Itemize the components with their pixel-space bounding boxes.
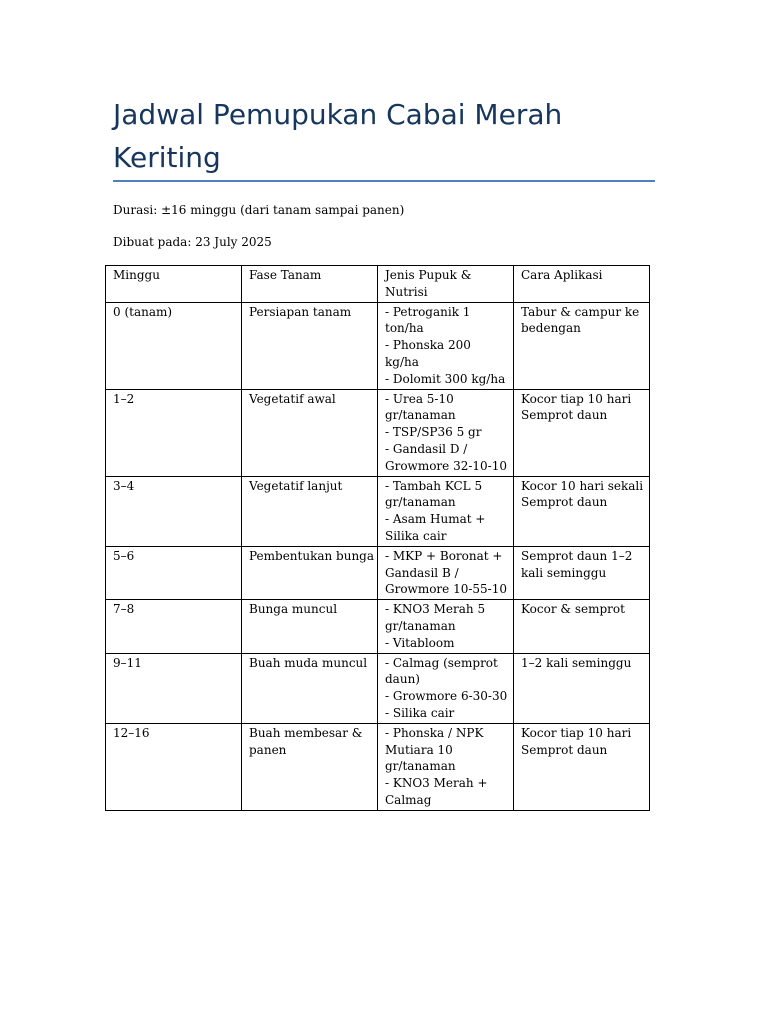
cell-line: Minggu bbox=[113, 268, 160, 282]
cell-phase bbox=[242, 723, 378, 810]
cell-week bbox=[106, 389, 242, 476]
cell-line: 3–4 bbox=[113, 478, 135, 493]
cell-line: - KNO3 Merah + bbox=[385, 776, 488, 791]
cell-application bbox=[514, 653, 650, 723]
cell-application bbox=[514, 723, 650, 810]
cell-line: Jenis Pupuk & bbox=[385, 268, 472, 282]
cell-line: ton/ha bbox=[385, 321, 424, 336]
cell-line: Buah membesar & bbox=[249, 725, 363, 740]
cell-line: - Asam Humat + bbox=[385, 512, 486, 527]
cell-line: Pembentukan bunga bbox=[249, 548, 375, 563]
cell-application bbox=[514, 600, 650, 653]
cell-line: Kocor tiap 10 hari bbox=[521, 391, 632, 406]
table-row bbox=[106, 653, 650, 723]
cell-line: - MKP + Boronat + bbox=[385, 548, 503, 563]
title-line: Jadwal Pemupukan Cabai Merah bbox=[113, 98, 563, 131]
header-phase bbox=[242, 266, 378, 303]
cell-fertilizer bbox=[378, 546, 514, 599]
cell-week bbox=[106, 723, 242, 810]
cell-line: 5–6 bbox=[113, 548, 135, 563]
cell-line: gr/tanaman bbox=[385, 618, 456, 633]
cell-fertilizer bbox=[378, 302, 514, 389]
table-row bbox=[106, 723, 650, 810]
cell-line: Buah muda muncul bbox=[249, 655, 368, 670]
cell-line: - Tambah KCL 5 bbox=[385, 478, 483, 493]
cell-line: - Urea 5-10 bbox=[385, 391, 454, 406]
title-line: Keriting bbox=[113, 141, 221, 174]
table-row bbox=[106, 476, 650, 546]
cell-line: - KNO3 Merah 5 bbox=[385, 602, 486, 617]
cell-line: - Dolomit 300 kg/ha bbox=[385, 371, 506, 386]
cell-week bbox=[106, 476, 242, 546]
cell-line: Silika cair bbox=[385, 528, 447, 543]
cell-line: 9–11 bbox=[113, 655, 142, 670]
cell-line: Growmore 10-55-10 bbox=[385, 582, 507, 597]
cell-phase bbox=[242, 302, 378, 389]
cell-line: gr/tanaman bbox=[385, 495, 456, 510]
cell-application bbox=[514, 476, 650, 546]
cell-line: - Growmore 6-30-30 bbox=[385, 689, 508, 704]
cell-week bbox=[106, 302, 242, 389]
cell-phase bbox=[242, 653, 378, 723]
cell-line: Mutiara 10 bbox=[385, 742, 453, 757]
cell-line: bedengan bbox=[521, 321, 581, 336]
cell-line: - Vitabloom bbox=[385, 635, 455, 650]
cell-fertilizer bbox=[378, 389, 514, 476]
cell-line: panen bbox=[249, 742, 287, 757]
cell-fertilizer bbox=[378, 723, 514, 810]
cell-week bbox=[106, 546, 242, 599]
cell-phase bbox=[242, 476, 378, 546]
cell-line: - Gandasil D / bbox=[385, 441, 468, 456]
cell-line: - TSP/SP36 5 gr bbox=[385, 425, 482, 440]
table-row bbox=[106, 302, 650, 389]
header-application bbox=[514, 266, 650, 303]
header-fertilizer bbox=[378, 266, 514, 303]
title-underline bbox=[113, 180, 655, 182]
cell-line: daun) bbox=[385, 672, 420, 687]
cell-line: kg/ha bbox=[385, 354, 419, 369]
cell-application bbox=[514, 389, 650, 476]
cell-application bbox=[514, 302, 650, 389]
table-header-row bbox=[106, 266, 650, 303]
cell-line: - Phonska / NPK bbox=[385, 725, 484, 740]
cell-line: Kocor tiap 10 hari bbox=[521, 725, 632, 740]
cell-line: Semprot daun bbox=[521, 742, 608, 757]
cell-line: Vegetatif lanjut bbox=[249, 478, 343, 493]
cell-line: Calmag bbox=[385, 792, 432, 807]
table-row bbox=[106, 389, 650, 476]
cell-line: Semprot daun 1–2 bbox=[521, 548, 633, 563]
fertilizer-schedule-table bbox=[105, 265, 650, 811]
cell-line: 7–8 bbox=[113, 602, 135, 617]
cell-line: Vegetatif awal bbox=[249, 391, 336, 406]
cell-line: Persiapan tanam bbox=[249, 304, 352, 319]
table-row bbox=[106, 546, 650, 599]
cell-line: gr/tanaman bbox=[385, 408, 456, 423]
cell-line: - Petroganik 1 bbox=[385, 304, 471, 319]
cell-line: Kocor 10 hari sekali bbox=[521, 478, 644, 493]
cell-fertilizer bbox=[378, 476, 514, 546]
cell-phase bbox=[242, 389, 378, 476]
cell-fertilizer bbox=[378, 600, 514, 653]
table-body bbox=[106, 302, 650, 810]
cell-line: Tabur & campur ke bbox=[521, 304, 640, 319]
cell-line: Gandasil B / bbox=[385, 565, 459, 580]
cell-line: - Calmag (semprot bbox=[385, 655, 498, 670]
cell-line: 0 (tanam) bbox=[113, 304, 173, 319]
cell-week bbox=[106, 600, 242, 653]
created-date-text: Dibuat pada: 23 July 2025 bbox=[113, 235, 272, 249]
cell-line: Fase Tanam bbox=[249, 268, 322, 282]
cell-line: Semprot daun bbox=[521, 495, 608, 510]
cell-line: 1–2 kali seminggu bbox=[521, 655, 632, 670]
cell-application bbox=[514, 546, 650, 599]
cell-line: Kocor & semprot bbox=[521, 602, 625, 617]
cell-fertilizer bbox=[378, 653, 514, 723]
duration-text: Durasi: ±16 minggu (dari tanam sampai panen) bbox=[113, 203, 405, 217]
cell-phase bbox=[242, 546, 378, 599]
cell-line: Growmore 32-10-10 bbox=[385, 458, 507, 473]
cell-line: Cara Aplikasi bbox=[521, 268, 603, 282]
cell-line: - Phonska 200 bbox=[385, 338, 471, 353]
document-title bbox=[113, 93, 658, 179]
cell-line: Nutrisi bbox=[385, 284, 428, 299]
cell-line: - Silika cair bbox=[385, 705, 455, 720]
cell-line: 1–2 bbox=[113, 391, 135, 406]
cell-line: kali seminggu bbox=[521, 565, 607, 580]
header-week bbox=[106, 266, 242, 303]
table-row bbox=[106, 600, 650, 653]
cell-line: Bunga muncul bbox=[249, 602, 338, 617]
cell-phase bbox=[242, 600, 378, 653]
cell-week bbox=[106, 653, 242, 723]
cell-line: 12–16 bbox=[113, 725, 150, 740]
cell-line: gr/tanaman bbox=[385, 759, 456, 774]
cell-line: Semprot daun bbox=[521, 408, 608, 423]
